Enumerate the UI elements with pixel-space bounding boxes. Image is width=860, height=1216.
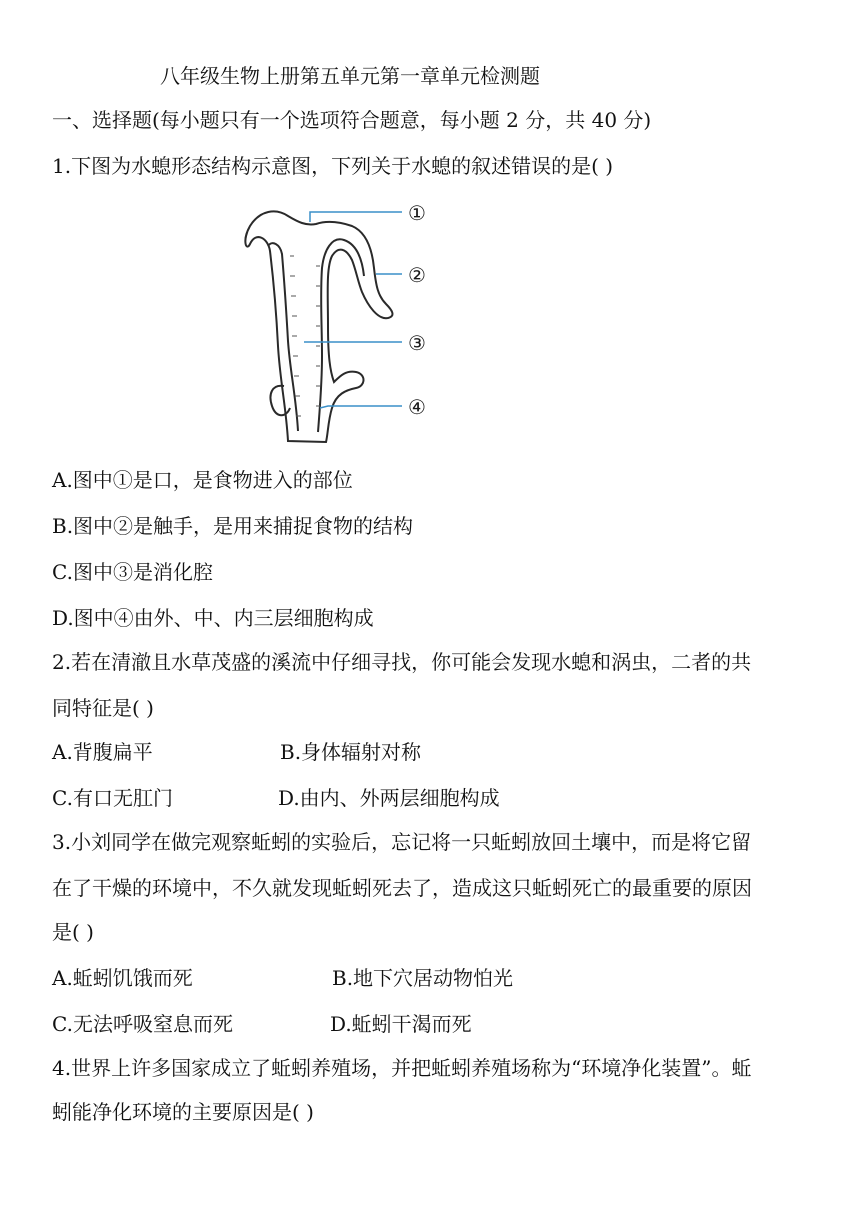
question-3-option-b: B.地下穴居动物怕光	[332, 966, 514, 990]
question-3-stem-line-1: 3.小刘同学在做完观察蚯蚓的实验后，忘记将一只蚯蚓放回土壤中，而是将它留	[52, 830, 752, 854]
figure-label-2: ②	[408, 263, 426, 287]
question-2-option-d: D.由内、外两层细胞构成	[278, 786, 500, 810]
question-3-option-d: D.蚯蚓干渴而死	[330, 1012, 472, 1036]
question-2-option-b: B.身体辐射对称	[280, 740, 422, 764]
question-2-stem-line-1: 2.若在清澈且水草茂盛的溪流中仔细寻找，你可能会发现水螅和涡虫，二者的共	[52, 650, 752, 674]
question-4-stem-line-2: 蚓能净化环境的主要原因是( )	[52, 1100, 314, 1124]
question-4-stem-line-1: 4.世界上许多国家成立了蚯蚓养殖场，并把蚯蚓养殖场称为“环境净化装置”。蚯	[52, 1056, 752, 1080]
question-1-option-c: C.图中③是消化腔	[52, 560, 213, 584]
question-1-stem: 1.下图为水螅形态结构示意图，下列关于水螅的叙述错误的是( )	[52, 154, 614, 178]
question-2-stem-line-2: 同特征是( )	[52, 696, 154, 720]
figure-label-4: ④	[408, 395, 426, 419]
question-3-option-c: C.无法呼吸窒息而死	[52, 1012, 233, 1036]
figure-label-3: ③	[408, 331, 426, 355]
question-1-option-a: A.图中①是口，是食物进入的部位	[52, 468, 353, 492]
question-3-stem-line-3: 是( )	[52, 920, 94, 944]
question-2-option-a: A.背腹扁平	[52, 740, 153, 764]
section-heading: 一、选择题(每小题只有一个选项符合题意，每小题 2 分，共 40 分)	[52, 108, 652, 132]
question-3-stem-line-2: 在了干燥的环境中，不久就发现蚯蚓死去了，造成这只蚯蚓死亡的最重要的原因	[52, 876, 752, 900]
question-3-option-a: A.蚯蚓饥饿而死	[52, 966, 193, 990]
question-1-option-d: D.图中④由外、中、内三层细胞构成	[52, 606, 374, 630]
page-title: 八年级生物上册第五单元第一章单元检测题	[160, 64, 540, 88]
question-2-option-c: C.有口无肛门	[52, 786, 173, 810]
hydra-diagram	[228, 196, 448, 450]
question-1-option-b: B.图中②是触手，是用来捕捉食物的结构	[52, 514, 414, 538]
figure-label-1: ①	[408, 201, 426, 225]
